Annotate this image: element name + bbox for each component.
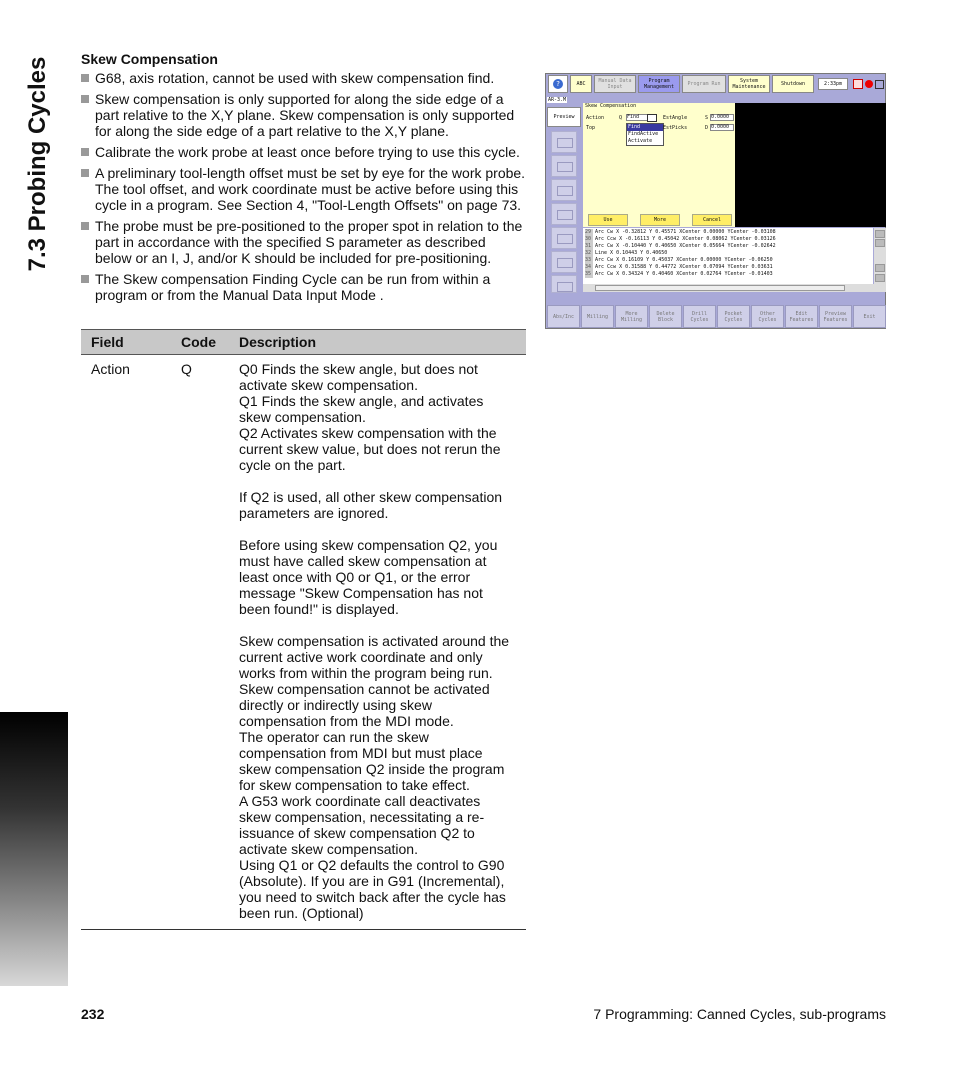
system-maintenance-button[interactable]: System Maintenance — [728, 75, 770, 93]
header-field: Field — [81, 330, 171, 355]
code-listing — [583, 228, 873, 284]
estangle-input[interactable]: 0.0000 — [710, 114, 734, 121]
option-find[interactable]: Find — [627, 124, 663, 131]
diamond-alt-icon[interactable] — [551, 251, 577, 273]
estangle-code: S — [705, 115, 709, 121]
edit-features-button[interactable]: Edit Features — [785, 305, 818, 328]
option-activate[interactable]: Activate — [628, 138, 653, 144]
code-line[interactable]: 32 Line X 0.10443 Y 0.40650 — [585, 250, 668, 256]
view-icon[interactable] — [551, 131, 577, 153]
use-button[interactable]: Use — [588, 214, 628, 226]
chapter-title: 7.3 Probing Cycles — [24, 56, 51, 272]
header-description: Description — [229, 330, 526, 355]
dialog-title: Skew Compensation — [585, 103, 637, 109]
code-line[interactable]: 34 Arc Ccw X 0.31588 Y 0.44772 XCenter 0.07094 YCenter 0.03631 — [585, 264, 773, 270]
cell-code: Q — [171, 355, 229, 930]
cell-description: Q0 Finds the skew angle, but does not activate skew compensation. Q1 Finds the skew angle, and activates skew compensation. Q2 Activates skew compensation with the current skew value, but does not rerun the cycle on the part. If Q2 is used, all other skew compensation parameters are ignored. Before using skew compensation Q2, you must have called skew compensation at least once with Q0 or Q1, or the error message "Skew Compensation has not been found!" is displayed. Skew compensation is activated around the current active work coordinate and only works from within the program being run. Skew compensation cannot be activated directly or indirectly using skew compensation from the MDI mode. The operator can run the skew compensation from MDI but must place skew compensation Q2 inside the program for skew compensation to take effect. A G53 work coordinate call deactivates skew compensation, necessitating a re-issuance of skew compensation Q2 to activate skew compensation. Using Q1 or Q2 defaults the control to G90 (Absolute). If you are in G91 (Incremental), you need to switch back after the cycle has been run. (Optional) — [229, 355, 526, 930]
chevron-down-icon[interactable] — [647, 114, 657, 122]
section-heading: Skew Compensation — [81, 51, 218, 67]
clock: 2:33pm — [818, 78, 848, 90]
file-name: AR-3.M — [548, 97, 567, 103]
more-button[interactable]: More — [640, 214, 680, 226]
action-select[interactable]: Find — [626, 114, 656, 121]
bullet-square-icon — [81, 148, 89, 156]
code-line[interactable]: 33 Arc Cw X 0.16109 Y 0.45037 XCenter 0.00000 YCenter -0.06250 — [585, 257, 773, 263]
bullet-list — [81, 70, 526, 308]
horizontal-scrollbar[interactable] — [583, 284, 886, 292]
lock-icon[interactable] — [875, 80, 884, 89]
table-row — [81, 355, 526, 930]
program-run-button[interactable]: Program Run — [682, 75, 726, 93]
table-header-row — [81, 330, 526, 355]
tool-column — [547, 103, 581, 293]
list-item: Calibrate the work probe at least once before trying to use this cycle. — [81, 144, 526, 160]
code-line[interactable]: 35 Arc Cw X 0.34324 Y 0.40460 XCenter 0.02764 YCenter -0.01403 — [585, 271, 773, 277]
list-item: The Skew compensation Finding Cycle can be run from within a program or from the Manual Data Input Mode . — [81, 271, 526, 303]
page-number: 232 — [81, 1006, 105, 1022]
bullet-square-icon — [81, 222, 89, 230]
list-item: G68, axis rotation, cannot be used with skew compensation find. — [81, 70, 526, 86]
estpicks-code: D — [705, 125, 709, 131]
more-milling-button[interactable]: More Milling — [615, 305, 648, 328]
list-item: Skew compensation is only supported for along the side edge of a part relative to the X,Y plane. Skew compensation is only supported for along the side edge of a part relative to the X,Y plane. — [81, 91, 526, 139]
manual-data-input-button[interactable]: Manual Data Input — [594, 75, 636, 93]
layers-alt-icon[interactable] — [551, 179, 577, 201]
action-dropdown — [626, 123, 664, 146]
stop-icon[interactable] — [865, 80, 873, 88]
preview-canvas — [735, 103, 886, 227]
option-findactive[interactable]: FindActive — [628, 131, 659, 137]
bullet-square-icon — [81, 169, 89, 177]
code-line[interactable]: 31 Arc Cw X -0.10440 Y 0.40650 XCenter 0.05664 YCenter -0.02642 — [585, 243, 776, 249]
code-line[interactable]: 29 Arc Cw X -0.32812 Y 0.45571 XCenter 0.00000 YCenter -0.03108 — [585, 229, 776, 235]
help-button[interactable] — [548, 75, 568, 93]
cell-field: Action — [81, 355, 171, 930]
code-line[interactable]: 30 Arc Ccw X -0.16113 Y 0.45042 XCenter 0.08062 YCenter 0.03126 — [585, 236, 776, 242]
footer-chapter: 7 Programming: Canned Cycles, sub-programs — [593, 1006, 886, 1022]
shutdown-button[interactable]: Shutdown — [772, 75, 814, 93]
scroll-up-icon[interactable] — [875, 239, 885, 247]
scroll-top-icon[interactable] — [875, 230, 885, 238]
list-item: The probe must be pre-positioned to the proper spot in relation to the part in accordance with the specified S parameter as described below or an I, J, and/or K should be included for pre-positioning. — [81, 218, 526, 266]
preview-tab[interactable]: Preview — [547, 107, 581, 127]
field-table — [81, 329, 526, 930]
estpicks-input[interactable]: 0.0000 — [710, 124, 734, 131]
chapter-side-bar — [0, 712, 68, 986]
other-cycles-button[interactable]: Other Cycles — [751, 305, 784, 328]
drill-cycles-button[interactable]: Drill Cycles — [683, 305, 716, 328]
help-icon: ? — [553, 79, 563, 89]
estpicks-label: EstPicks — [663, 125, 688, 131]
bullet-square-icon — [81, 275, 89, 283]
bullet-square-icon — [81, 95, 89, 103]
header-code: Code — [171, 330, 229, 355]
action-code: Q — [619, 115, 623, 121]
scroll-thumb[interactable] — [595, 285, 845, 291]
milling-button[interactable]: Milling — [581, 305, 614, 328]
top-label: Top — [586, 125, 596, 131]
estangle-label: EstAngle — [663, 115, 688, 121]
layers-icon[interactable] — [551, 155, 577, 177]
program-management-button[interactable]: Program Management — [638, 75, 680, 93]
delete-block-button[interactable]: Delete Block — [649, 305, 682, 328]
scroll-down-icon[interactable] — [875, 264, 885, 272]
scroll-bottom-icon[interactable] — [875, 274, 885, 282]
diamond-icon[interactable] — [551, 227, 577, 249]
frame-icon[interactable] — [551, 203, 577, 225]
abc-button[interactable]: ABC — [570, 75, 592, 93]
edit-icon[interactable] — [551, 275, 577, 293]
preview-features-button[interactable]: Preview Features — [819, 305, 852, 328]
status-icons — [850, 75, 886, 93]
bullet-square-icon — [81, 74, 89, 82]
list-item: A preliminary tool-length offset must be set by eye for the work probe. The tool offset, and work coordinate must be active before using this cycle in a program. See Section 4, "Tool-Length Offsets" on page 73. — [81, 165, 526, 213]
exit-button[interactable]: Exit — [853, 305, 886, 328]
abs-inc-button[interactable]: Abs/Inc — [547, 305, 580, 328]
pocket-cycles-button[interactable]: Pocket Cycles — [717, 305, 750, 328]
cnc-screenshot — [545, 73, 886, 329]
skew-dialog — [583, 103, 735, 227]
alarm-icon — [853, 79, 863, 89]
action-label: Action — [586, 115, 605, 121]
cancel-button[interactable]: Cancel — [692, 214, 732, 226]
vertical-scrollbar[interactable] — [874, 228, 886, 284]
